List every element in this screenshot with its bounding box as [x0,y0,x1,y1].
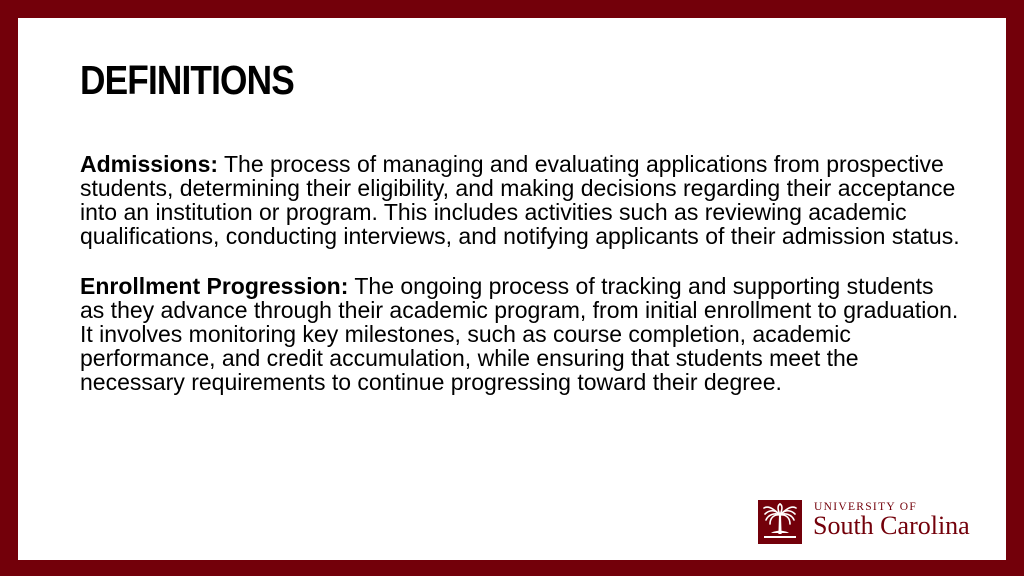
definition-enrollment-progression [80,274,960,394]
slide-title: DEFINITIONS [80,57,294,103]
university-logo [758,500,998,544]
definition-term: Enrollment Progression: [80,273,349,299]
logo-university-of: UNIVERSITY OF [814,501,918,513]
palmetto-tree-icon [758,500,802,544]
logo-south-carolina: South Carolina [813,511,970,540]
definition-term: Admissions: [80,151,219,177]
definition-text: The ongoing process of tracking and supporting students as they advance through their academic program, from initial enrollment to graduation. It involves monitoring key milestones, such as course completion, academic performance, and credit accumulation, while ensuring that students meet the necessary requirements to continue progressing toward their degree. [80,273,959,395]
definition-text: The process of managing and evaluating applications from prospective students, determining their eligibility, and making decisions regarding their acceptance into an institution or program. This includes activities such as reviewing academic qualifications, conducting interviews, and notifying applicants of their admission status. [80,151,960,249]
definitions-body [80,152,960,420]
definition-admissions [80,152,960,248]
